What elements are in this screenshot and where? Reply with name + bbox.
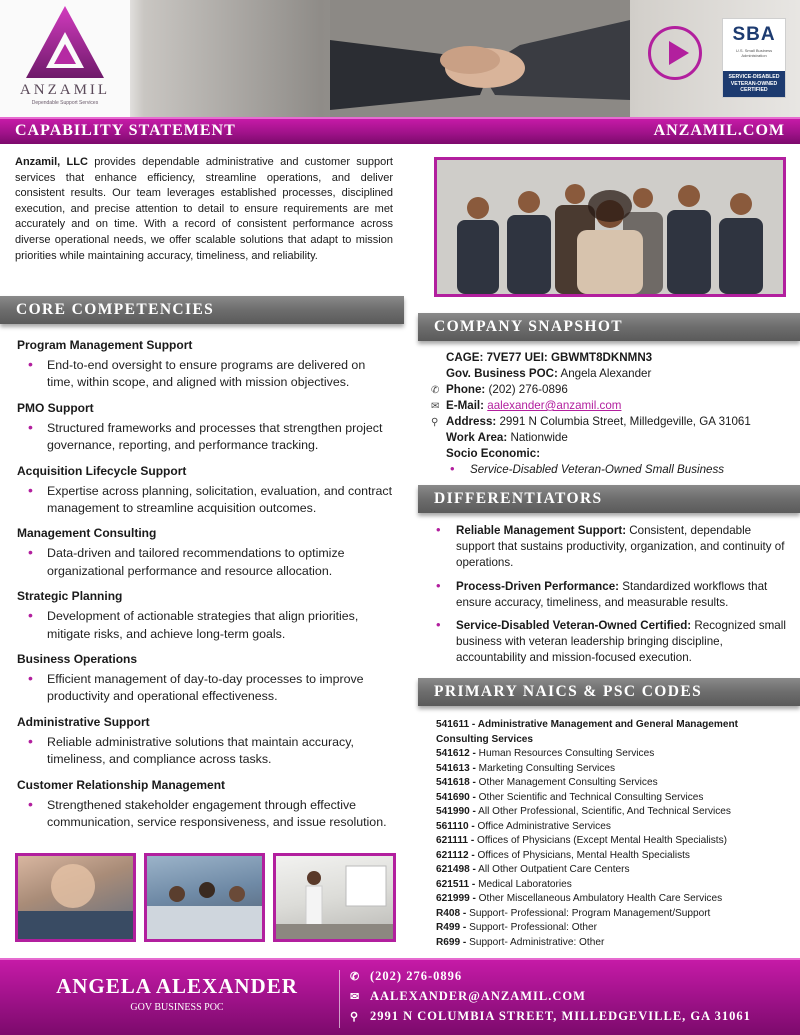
photo-office-meeting xyxy=(144,853,265,942)
naics-code: 621498 - xyxy=(436,864,476,875)
naics-row xyxy=(436,892,786,907)
naics-code: 621999 - xyxy=(436,893,476,904)
photo-art xyxy=(18,856,133,939)
competency-desc: • Data-driven and tailored recommendations to optimize organizational performance and resource allocation. xyxy=(17,545,395,580)
snapshot-cage-uei xyxy=(446,350,796,366)
naics-desc: Other Management Consulting Services xyxy=(475,777,658,788)
website-link[interactable]: ANZAMIL.COM xyxy=(653,122,785,139)
photo-team-highfive xyxy=(15,853,136,942)
photo-presentation xyxy=(273,853,396,942)
naics-desc: Office Administrative Services xyxy=(474,820,611,832)
naics-desc: Offices of Physicians (Except Mental Health Specialists) xyxy=(474,835,728,846)
naics-desc: Other Scientific and Technical Consulting Services xyxy=(475,791,704,803)
handshake-photo xyxy=(330,0,630,117)
document-title: CAPABILITY STATEMENT xyxy=(15,122,236,139)
naics-row xyxy=(436,878,786,893)
naics-code: R699 - xyxy=(436,936,467,948)
naics-desc: Support- Administrative: Other xyxy=(466,936,605,948)
snapshot-work-label: Work Area: xyxy=(446,431,508,444)
naics-row xyxy=(436,747,786,762)
snapshot-address xyxy=(431,414,796,430)
footer-contact-name: ANGELA ALEXANDER xyxy=(56,974,298,998)
naics-code: 621111 - xyxy=(436,835,475,846)
competency-desc: • Expertise across planning, solicitation, evaluation, and contract management to streamline acquisition outcomes. xyxy=(17,483,395,518)
naics-row xyxy=(436,849,786,864)
competency-item xyxy=(17,777,395,832)
competency-item xyxy=(17,651,395,706)
snapshot-phone-value[interactable]: (202) 276-0896 xyxy=(485,383,568,396)
section-company-snapshot: COMPANY SNAPSHOT xyxy=(418,313,800,341)
section-differentiators: DIFFERENTIATORS xyxy=(418,485,800,513)
sba-certification-badge xyxy=(722,18,786,98)
naics-code: 621511 - xyxy=(436,878,476,890)
competency-title: Program Management Support xyxy=(17,338,193,352)
naics-row xyxy=(436,834,786,849)
phone-icon: ✆ xyxy=(350,971,361,983)
sba-logo-text: SBA xyxy=(732,24,776,45)
intro-paragraph xyxy=(15,155,393,264)
competency-list xyxy=(17,337,395,840)
naics-row xyxy=(436,718,786,747)
snapshot-phone xyxy=(431,382,796,398)
competency-title: Business Operations xyxy=(17,652,138,667)
snapshot-poc-label: Gov. Business POC: xyxy=(446,367,558,380)
snapshot-email-label: E-Mail: xyxy=(446,399,485,412)
snapshot-email-link[interactable]: aalexander@anzamil.com xyxy=(487,399,622,412)
sba-certification-text: SERVICE-DISABLED VETERAN-OWNED CERTIFIED xyxy=(723,71,785,97)
naics-code: 541613 - xyxy=(436,762,476,774)
snapshot-socio-value: • Service-Disabled Veteran-Owned Small Business xyxy=(446,462,796,478)
differentiators-list xyxy=(436,523,786,674)
naics-desc: Medical Laboratories xyxy=(475,878,572,890)
differentiator-item xyxy=(436,523,786,572)
competency-desc: • Strengthened stakeholder engagement through effective communication, service responsiveness, and issue resolution. xyxy=(17,797,395,832)
naics-row xyxy=(436,820,786,835)
snapshot-phone-label: Phone: xyxy=(446,383,486,396)
naics-row xyxy=(436,791,786,806)
footer-email[interactable] xyxy=(350,989,586,1004)
differentiator-item xyxy=(436,579,786,611)
play-icon[interactable] xyxy=(648,26,702,80)
competency-item xyxy=(17,463,395,518)
snapshot-address-label: Address: xyxy=(446,415,497,428)
brand-tagline: Dependable Support Services xyxy=(31,100,99,106)
photo-art xyxy=(147,856,262,939)
snapshot-email xyxy=(431,398,796,414)
team-photo-art xyxy=(437,160,783,294)
naics-desc: Support- Professional: Program Management/Support xyxy=(466,907,711,919)
footer-address xyxy=(350,1009,751,1024)
footer-divider xyxy=(339,970,340,1028)
naics-desc: All Other Outpatient Care Centers xyxy=(475,864,630,875)
company-snapshot xyxy=(431,350,796,478)
competency-desc: • Structured frameworks and processes that strengthen project governance, reporting, and performance tracking. xyxy=(17,420,395,455)
competency-item xyxy=(17,714,395,769)
header-banner xyxy=(0,0,800,117)
phone-icon: ✆ xyxy=(431,385,440,396)
competency-item xyxy=(17,337,395,392)
snapshot-address-value: 2991 N Columbia Street, Milledgeville, GA 31061 xyxy=(496,415,751,428)
snapshot-socio-label: Socio Economic: xyxy=(446,447,541,460)
competency-title: Customer Relationship Management xyxy=(17,777,226,792)
team-photo xyxy=(434,157,786,297)
competency-desc: • Reliable administrative solutions that maintain accuracy, timeliness, and compliance across tasks. xyxy=(17,734,395,769)
mail-icon: ✉ xyxy=(350,991,361,1003)
naics-desc: Human Resources Consulting Services xyxy=(475,748,655,759)
naics-row xyxy=(436,762,786,777)
naics-desc: All Other Professional, Scientific, And Technical Services xyxy=(475,806,731,817)
snapshot-poc-value: Angela Alexander xyxy=(557,367,652,380)
differentiator-label: Service-Disabled Veteran-Owned Certified: xyxy=(456,619,692,633)
snapshot-work-area xyxy=(446,430,796,446)
differentiator-label: Process-Driven Performance: xyxy=(456,579,620,593)
naics-desc: Support- Professional: Other xyxy=(466,922,598,933)
naics-code: 541618 - xyxy=(436,777,476,788)
competency-desc: • End-to-end oversight to ensure programs are delivered on time, within scope, and aligned with mission objectives. xyxy=(17,357,395,392)
mail-icon: ✉ xyxy=(431,401,440,412)
naics-desc: Marketing Consulting Services xyxy=(475,762,615,774)
footer-contact-bar xyxy=(0,958,800,1035)
competency-desc: • Development of actionable strategies that align priorities, mitigate risks, and achieve long-term goals. xyxy=(17,608,395,643)
competency-title: Acquisition Lifecycle Support xyxy=(17,463,187,478)
photo-art xyxy=(276,856,393,939)
naics-code: R408 - xyxy=(436,907,467,919)
naics-desc: Other Miscellaneous Ambulatory Health Care Services xyxy=(475,893,723,904)
brand-name: ANZAMIL xyxy=(19,82,111,98)
snapshot-cage-text: CAGE: 7VE77 UEI: GBWMT8DKNMN3 xyxy=(446,351,653,364)
naics-code: 541611 - Administrative Management and General Management Consulting Services xyxy=(436,719,738,745)
footer-phone[interactable] xyxy=(350,969,462,984)
footer-email-text: AALEXANDER@ANZAMIL.COM xyxy=(370,989,586,1003)
naics-code: 541690 - xyxy=(436,791,476,803)
intro-text: provides dependable administrative and customer support services that enhance efficiency, streamline operations, and deliver consistent results. Our team leverages established processes, disciplined execution, and precise attention to detail to ensure requirements are met accurately and on time. With a record of consistent performance across diverse operational needs, we offer scalable solutions that adapt to mission priorities while maintaining accuracy, timeliness, and reliability. xyxy=(15,156,393,262)
sba-subtitle: U.S. Small Business Administration xyxy=(735,48,773,58)
competency-title: PMO Support xyxy=(17,400,94,415)
competency-item xyxy=(17,525,395,580)
naics-row xyxy=(436,907,786,922)
footer-address-text: 2991 N COLUMBIA STREET, MILLEDGEVILLE, GA 31061 xyxy=(370,1009,751,1023)
naics-row xyxy=(436,863,786,878)
differentiator-label: Reliable Management Support: xyxy=(456,524,627,537)
naics-code: 541612 - xyxy=(436,748,476,759)
footer-phone-text: (202) 276-0896 xyxy=(370,969,463,983)
competency-title: Management Consulting xyxy=(17,526,157,541)
naics-code: 541990 - xyxy=(436,806,476,817)
location-pin-icon: ⚲ xyxy=(350,1011,360,1023)
snapshot-work-value: Nationwide xyxy=(507,431,568,444)
title-bar xyxy=(0,117,800,144)
location-pin-icon: ⚲ xyxy=(431,417,439,428)
naics-code: R499 - xyxy=(436,922,467,933)
differentiator-text: Recognized small business with veteran leadership bringing discipline, accountability and mission-focused execution. xyxy=(456,619,786,665)
competency-title: Strategic Planning xyxy=(17,589,123,604)
intro-company-name: Anzamil, LLC xyxy=(15,156,88,168)
differentiator-text: Standardized workflows that ensure accuracy, timeliness, and measurable results. xyxy=(456,579,768,609)
naics-row xyxy=(436,805,786,820)
competency-title: Administrative Support xyxy=(17,714,150,729)
section-naics-codes: PRIMARY NAICS & PSC CODES xyxy=(418,678,800,706)
naics-row xyxy=(436,776,786,791)
naics-row xyxy=(436,921,786,936)
naics-row xyxy=(436,936,786,951)
snapshot-poc xyxy=(446,366,796,382)
section-core-competencies: CORE COMPETENCIES xyxy=(0,296,404,324)
naics-code: 561110 - xyxy=(436,820,475,832)
naics-desc: Offices of Physicians, Mental Health Specialists xyxy=(474,849,690,861)
competency-item xyxy=(17,588,395,643)
differentiator-text: Consistent, dependable support that sustains productivity, organization, and continuity of operations. xyxy=(456,524,785,570)
differentiator-item xyxy=(436,618,786,667)
anzamil-logo xyxy=(0,0,130,117)
anzamil-logo-icon xyxy=(24,4,106,80)
snapshot-socio xyxy=(446,446,796,462)
competency-desc: • Efficient management of day-to-day processes to improve productivity and operational effectiveness. xyxy=(17,671,395,706)
footer-contact-role: GOV BUSINESS POC xyxy=(130,1002,224,1013)
naics-code-list xyxy=(436,718,786,950)
naics-code: 621112 - xyxy=(436,849,475,861)
competency-item xyxy=(17,400,395,455)
